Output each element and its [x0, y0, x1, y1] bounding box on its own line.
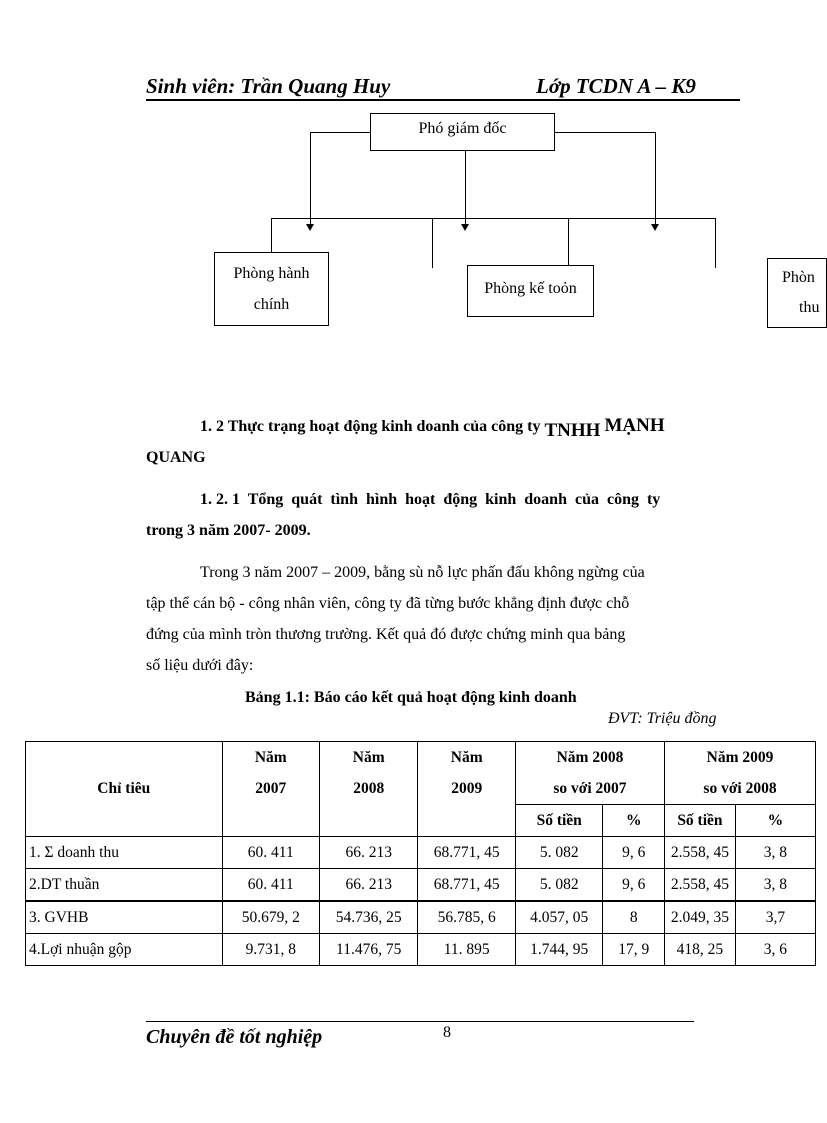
cell-2008: 66. 213 — [319, 837, 417, 869]
org-box-deputy-director — [370, 113, 555, 151]
header-class: Lớp TCDN A – K9 — [536, 74, 696, 98]
header-nam: Năm — [352, 749, 385, 766]
section-1-2-part2: MẠNH — [604, 415, 665, 436]
cell-2007: 50.679, 2 — [222, 901, 319, 934]
org-connector-left-v — [310, 132, 311, 224]
org-box-admin-line2: chính — [253, 296, 290, 313]
section-1-2-tnhh: TNHH — [544, 420, 601, 441]
table-row — [26, 934, 816, 966]
arrow-down-icon — [651, 224, 659, 231]
body-line-1: Trong 3 năm 2007 – 2009, bằng sù nỗ lực phấn đấu không ngừng của — [200, 564, 645, 581]
org-box-accounting-label: Phòng kế toỏn — [484, 280, 577, 297]
footer-title: Chuyên đề tốt nghiệp — [146, 1026, 323, 1048]
org-distribution-bar — [271, 218, 716, 219]
org-connector-left-h — [310, 132, 370, 133]
table-row — [26, 901, 816, 934]
header-compare-line2: so với 2008 — [703, 780, 777, 797]
org-connector-right-v — [655, 132, 656, 224]
header-nam: Năm — [450, 749, 483, 766]
cell-percent-2: 3,7 — [735, 901, 815, 934]
org-box-admin — [214, 252, 329, 326]
row-label: 4.Lợi nhuận gộp — [26, 934, 223, 966]
cell-percent-1: 17, 9 — [603, 934, 665, 966]
header-2009 — [418, 742, 516, 837]
cell-percent-1: 9, 6 — [603, 869, 665, 902]
cell-percent-2: 3, 6 — [735, 934, 815, 966]
header-nam: Năm — [254, 749, 287, 766]
table-row — [26, 837, 816, 869]
header-percent: % — [735, 805, 815, 837]
cell-percent-2: 3, 8 — [735, 837, 815, 869]
section-1-2-heading — [146, 410, 740, 473]
row-label: 3. GVHB — [26, 901, 223, 934]
cell-2009: 56.785, 6 — [418, 901, 516, 934]
table-row — [26, 869, 816, 902]
header-amount: Số tiền — [665, 805, 736, 837]
org-drop-3 — [568, 218, 569, 265]
cell-amount-1: 5. 082 — [515, 837, 603, 869]
org-drop-2 — [432, 218, 433, 268]
arrow-down-icon — [306, 224, 314, 231]
header-year: 2007 — [255, 780, 287, 797]
org-connector-mid-v — [465, 151, 466, 224]
body-line-3: đứng của mình tròn thương trường. Kết quả đó được chứng minh qua bảng — [146, 626, 626, 643]
cell-amount-2: 2.558, 45 — [665, 837, 736, 869]
body-line-4: số liệu dưới đây: — [146, 657, 254, 674]
row-label: 1. Σ doanh thu — [26, 837, 223, 869]
arrow-down-icon — [461, 224, 469, 231]
cell-2007: 60. 411 — [222, 869, 319, 902]
page-number: 8 — [443, 1024, 451, 1041]
cell-amount-2: 2.558, 45 — [665, 869, 736, 902]
header-compare-2008-2007 — [515, 742, 664, 805]
cell-2008: 11.476, 75 — [319, 934, 417, 966]
org-connector-right-h — [555, 132, 655, 133]
section-1-2-1-line1: 1. 2. 1 Tổng quát tình hình hoạt động kinh doanh của công ty — [200, 491, 661, 508]
org-box-cut-line2: thu — [799, 299, 820, 316]
cell-2009: 68.771, 45 — [418, 869, 516, 902]
cell-2009: 68.771, 45 — [418, 837, 516, 869]
section-1-2-line2: QUANG — [146, 449, 206, 466]
report-table — [25, 741, 816, 966]
header-rule — [146, 99, 740, 101]
footer-rule — [146, 1021, 694, 1022]
org-box-cut-off — [767, 258, 827, 328]
org-drop-1 — [271, 218, 272, 252]
header-compare-line1: Năm 2008 — [556, 749, 624, 766]
header-year: 2008 — [353, 780, 385, 797]
cell-2008: 66. 213 — [319, 869, 417, 902]
cell-2008: 54.736, 25 — [319, 901, 417, 934]
header-student: Sinh viên: Trần Quang Huy — [146, 74, 391, 98]
body-paragraph — [146, 557, 740, 681]
cell-percent-1: 9, 6 — [603, 837, 665, 869]
cell-percent-1: 8 — [603, 901, 665, 934]
cell-2007: 60. 411 — [222, 837, 319, 869]
header-compare-line2: so với 2007 — [553, 780, 627, 797]
cell-2009: 11. 895 — [418, 934, 516, 966]
header-year: 2009 — [451, 780, 483, 797]
section-1-2-1-heading — [146, 484, 740, 546]
header-2008 — [319, 742, 417, 837]
cell-amount-1: 5. 082 — [515, 869, 603, 902]
section-1-2-part1: 1. 2 Thực trạng hoạt động kinh doanh của công ty — [200, 418, 541, 435]
org-box-accounting — [467, 265, 594, 317]
header-compare-2009-2008 — [665, 742, 816, 805]
cell-amount-1: 4.057, 05 — [515, 901, 603, 934]
header-percent: % — [603, 805, 665, 837]
org-box-deputy-director-label: Phó giám đốc — [418, 120, 507, 137]
cell-percent-2: 3, 8 — [735, 869, 815, 902]
cell-amount-2: 418, 25 — [665, 934, 736, 966]
cell-amount-2: 2.049, 35 — [665, 901, 736, 934]
header-indicator: Chỉ tiêu — [26, 742, 223, 837]
row-label: 2.DT thuần — [26, 869, 223, 902]
body-line-2: tập thể cán bộ - công nhân viên, công ty đã từng bước khẳng định được chỗ — [146, 595, 630, 612]
header-compare-line1: Năm 2009 — [706, 749, 774, 766]
cell-amount-1: 1.744, 95 — [515, 934, 603, 966]
header-2007 — [222, 742, 319, 837]
org-box-admin-line1: Phòng hành — [233, 265, 310, 282]
org-box-cut-line1: Phòn — [782, 269, 815, 286]
header-amount: Số tiền — [515, 805, 603, 837]
table-unit: ĐVT: Triệu đồng — [608, 710, 717, 727]
table-caption: Bảng 1.1: Báo cáo kết quả hoạt động kinh doanh — [245, 689, 577, 706]
cell-2007: 9.731, 8 — [222, 934, 319, 966]
org-drop-4 — [715, 218, 716, 268]
section-1-2-1-line2: trong 3 năm 2007- 2009. — [146, 522, 311, 539]
